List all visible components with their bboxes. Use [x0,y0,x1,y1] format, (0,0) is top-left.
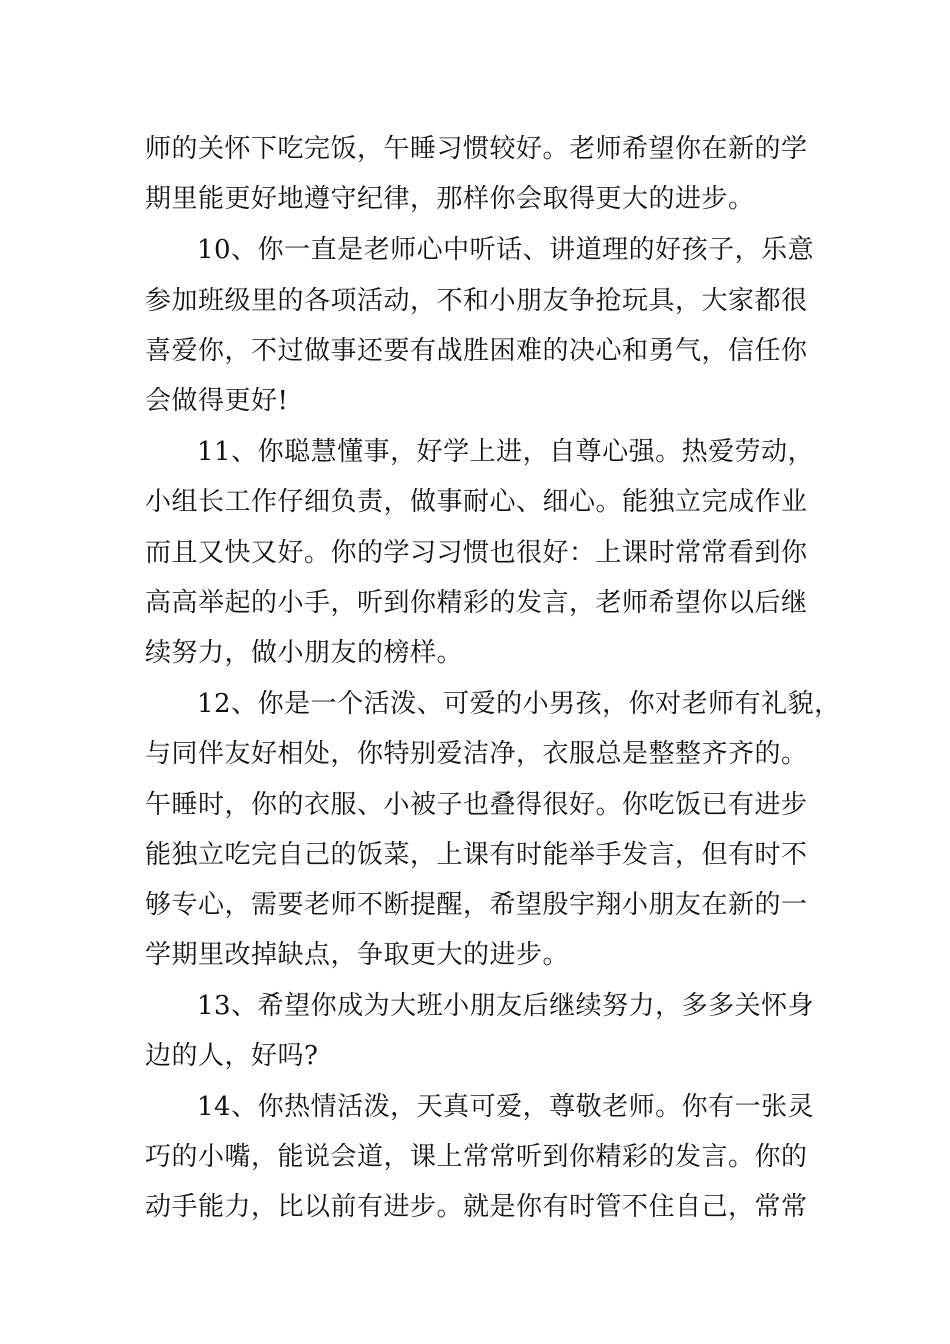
text-line: 喜爱你，不过做事还要有战胜困难的决心和勇气，信任你 [145,336,808,366]
text-line: 与同伴友好相处，你特别爱洁净，衣服总是整整齐齐的。 [145,739,808,769]
paragraph-11-start: 11、你聪慧懂事，好学上进，自尊心强。热爱劳动， [197,437,815,467]
text-line: 会做得更好! [145,386,289,416]
paragraph-14-start: 14、你热情活泼，天真可爱，尊敬老师。你有一张灵 [197,1092,815,1122]
text-line: 师的关怀下吃完饭，午睡习惯较好。老师希望你在新的学 [145,134,808,164]
text-line: 小组长工作仔细负责，做事耐心、细心。能独立完成作业 [145,487,808,517]
text-line: 学期里改掉缺点，争取更大的进步。 [145,940,570,970]
text-line: 动手能力，比以前有进步。就是你有时管不住自己，常常 [145,1192,808,1222]
text-line: 巧的小嘴，能说会道，课上常常听到你精彩的发言。你的 [145,1142,808,1172]
paragraph-13-start: 13、希望你成为大班小朋友后继续努力，多多关怀身 [197,991,815,1021]
text-line: 参加班级里的各项活动，不和小朋友争抢玩具，大家都很 [145,286,808,316]
text-line: 边的人，好吗? [145,1041,319,1071]
paragraph-12-start: 12、你是一个活泼、可爱的小男孩，你对老师有礼貌， [197,689,841,719]
text-line: 午睡时，你的衣服、小被子也叠得很好。你吃饭已有进步 [145,790,808,820]
text-line: 高高举起的小手，听到你精彩的发言，老师希望你以后继 [145,588,808,618]
text-line: 能独立吃完自己的饭菜，上课有时能举手发言，但有时不 [145,840,808,870]
text-line: 期里能更好地遵守纪律，那样你会取得更大的进步。 [145,184,755,214]
text-line: 而且又快又好。你的学习习惯也很好：上课时常常看到你 [145,538,808,568]
text-line: 续努力，做小朋友的榜样。 [145,638,464,668]
paragraph-10-start: 10、你一直是老师心中听话、讲道理的好孩子，乐意 [197,235,815,265]
text-line: 够专心，需要老师不断提醒，希望殷宇翔小朋友在新的一 [145,890,808,920]
